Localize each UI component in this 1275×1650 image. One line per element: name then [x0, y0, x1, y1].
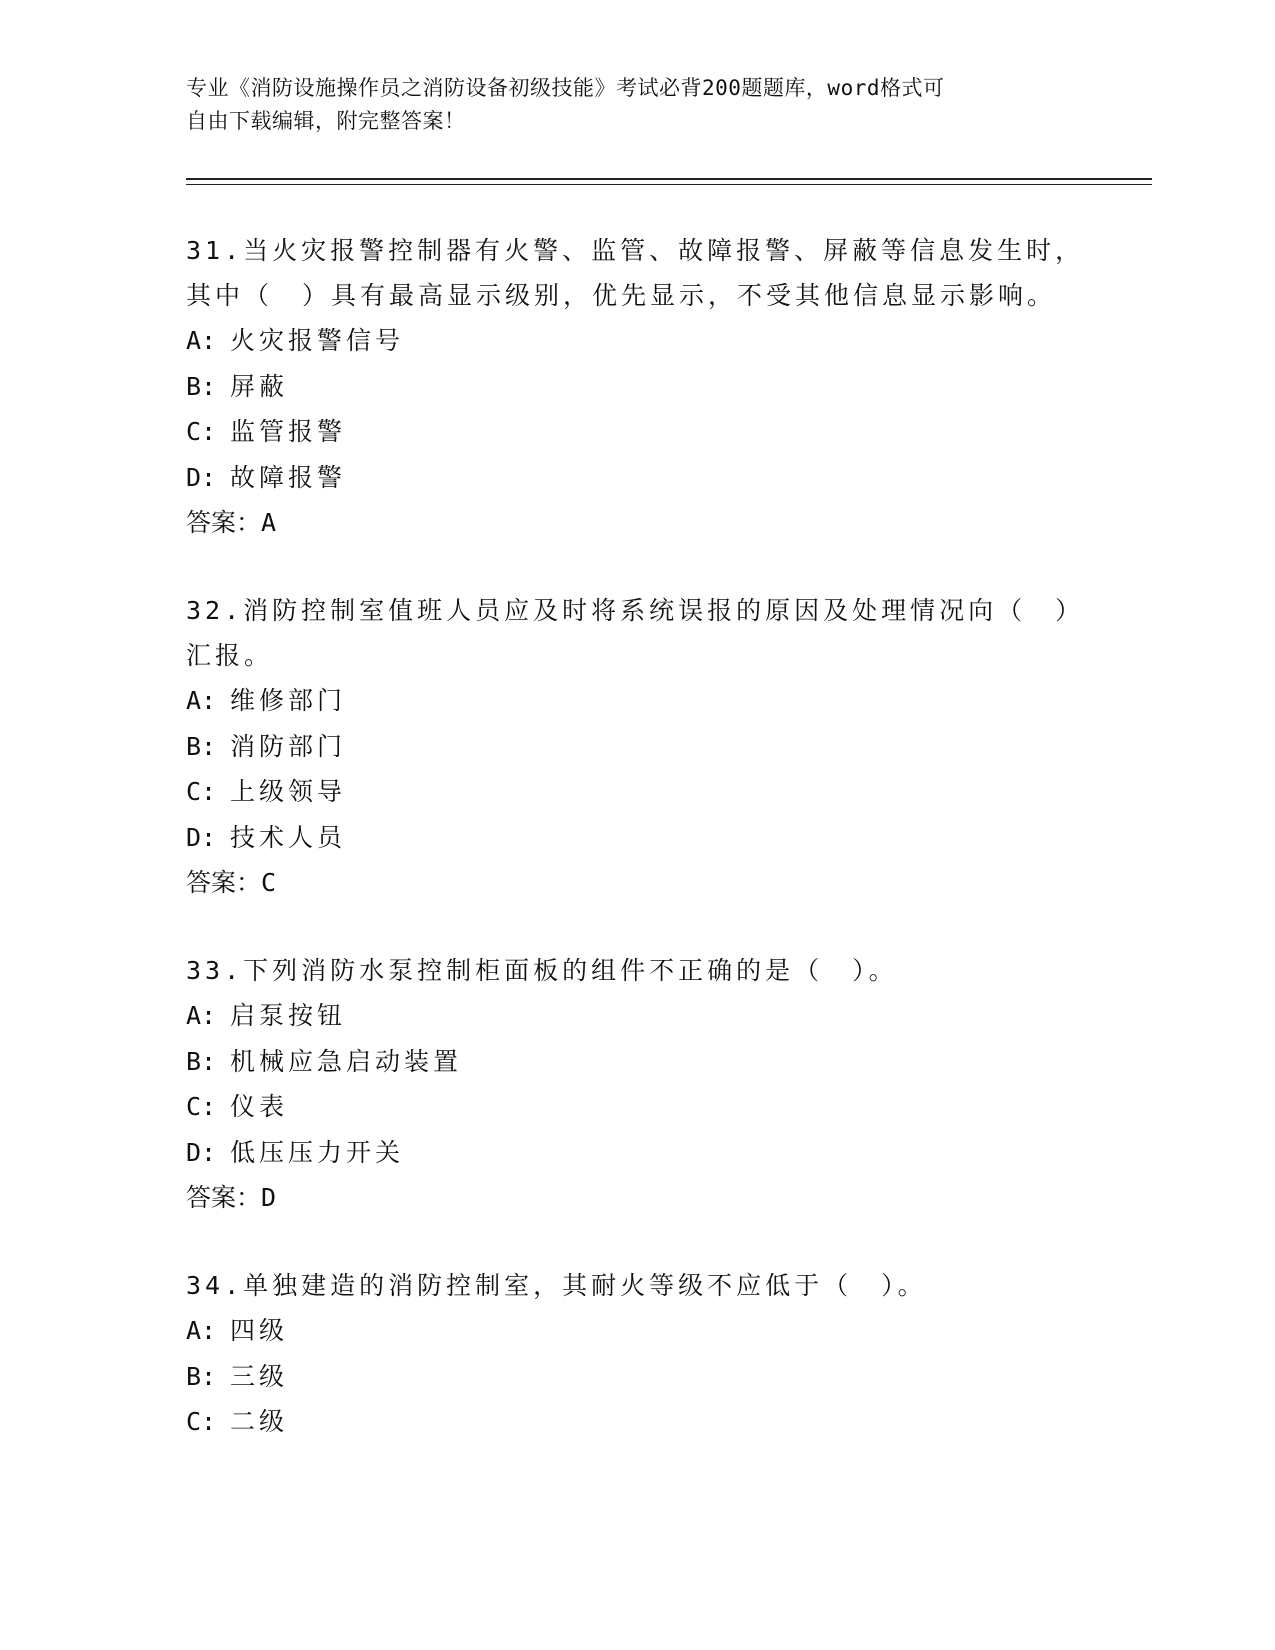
header-divider-thin: [186, 184, 1152, 185]
option-text: 屏蔽: [230, 371, 289, 401]
option-text: 监管报警: [230, 417, 347, 446]
option-text: 低压压力开关: [230, 1137, 405, 1167]
question-stem-line-2: 其中（ ）具有最高显示级别，优先显示，不受其他信息显示影响。: [186, 281, 1057, 310]
option-key: A:: [186, 326, 217, 355]
option-d: [186, 1130, 1086, 1176]
option-text: 仪表: [230, 1092, 289, 1121]
question-text: 当火灾报警控制器有火警、监管、故障报警、屏蔽等信息发生时，: [243, 236, 1085, 265]
header-divider-thick: [186, 178, 1152, 180]
header-line-2: 自由下载编辑，附完整答案！: [186, 109, 466, 133]
option-text: 火灾报警信号: [230, 326, 405, 355]
option-key: A:: [186, 1001, 217, 1030]
option-a: [186, 1308, 1086, 1354]
option-key: A:: [186, 1316, 217, 1345]
question-33: [186, 948, 1086, 1220]
question-number: 32.: [186, 596, 244, 625]
answer-line: [186, 860, 1086, 905]
option-d: [186, 815, 1086, 861]
answer-label: 答案：: [186, 1183, 262, 1212]
option-b: [186, 1354, 1086, 1400]
document-header: [186, 72, 1056, 138]
question-number: 31.: [186, 236, 244, 265]
option-c: [186, 1084, 1086, 1130]
option-a: [186, 678, 1086, 724]
answer-line: [186, 1175, 1086, 1220]
answer-value: D: [261, 1183, 277, 1212]
option-b: [186, 364, 1086, 410]
option-key: C:: [186, 777, 217, 806]
option-c: [186, 1399, 1086, 1445]
question-stem-line-1: [186, 948, 1086, 993]
option-a: [186, 993, 1086, 1039]
option-key: D:: [186, 462, 217, 492]
header-line-1: 专业《消防设施操作员之消防设备初级技能》考试必背200题题库，word格式可: [186, 76, 945, 100]
option-text: 上级领导: [230, 777, 347, 806]
option-text: 四级: [230, 1316, 289, 1345]
option-c: [186, 409, 1086, 455]
option-key: B:: [186, 371, 217, 401]
question-number: 34.: [186, 1271, 244, 1300]
option-key: C:: [186, 1407, 217, 1436]
option-key: D:: [186, 1137, 217, 1167]
question-stem-line-2: 汇报。: [186, 641, 274, 670]
question-text: 消防控制室值班人员应及时将系统误报的原因及处理情况向（ ）: [243, 596, 1085, 625]
question-number: 33.: [186, 956, 244, 985]
question-32: [186, 588, 1086, 905]
answer-line: [186, 500, 1086, 545]
question-stem-line-1: [186, 588, 1086, 633]
question-text: 下列消防水泵控制柜面板的组件不正确的是（ ）。: [243, 956, 898, 985]
option-c: [186, 769, 1086, 815]
option-text: 消防部门: [230, 731, 347, 761]
question-text: 单独建造的消防控制室，其耐火等级不应低于（ ）。: [243, 1271, 927, 1300]
option-key: D:: [186, 822, 217, 852]
option-text: 维修部门: [230, 686, 347, 715]
option-key: C:: [186, 1092, 217, 1121]
answer-label: 答案：: [186, 508, 262, 537]
option-text: 技术人员: [230, 822, 347, 852]
option-key: B:: [186, 731, 217, 761]
question-stem-line-1: [186, 1263, 1086, 1308]
option-text: 启泵按钮: [230, 1001, 347, 1030]
option-a: [186, 318, 1086, 364]
option-text: 故障报警: [230, 462, 347, 492]
answer-value: C: [261, 868, 277, 897]
option-b: [186, 1039, 1086, 1085]
option-key: B:: [186, 1046, 217, 1076]
option-d: [186, 455, 1086, 501]
question-31: [186, 228, 1086, 545]
option-key: B:: [186, 1361, 217, 1391]
option-text: 二级: [230, 1407, 289, 1436]
option-text: 三级: [230, 1361, 289, 1391]
answer-label: 答案：: [186, 868, 262, 897]
question-stem-line-1: [186, 228, 1086, 273]
option-text: 机械应急启动装置: [230, 1046, 463, 1076]
option-b: [186, 724, 1086, 770]
option-key: C:: [186, 417, 217, 446]
option-key: A:: [186, 686, 217, 715]
question-34: [186, 1263, 1086, 1445]
answer-value: A: [261, 508, 277, 537]
